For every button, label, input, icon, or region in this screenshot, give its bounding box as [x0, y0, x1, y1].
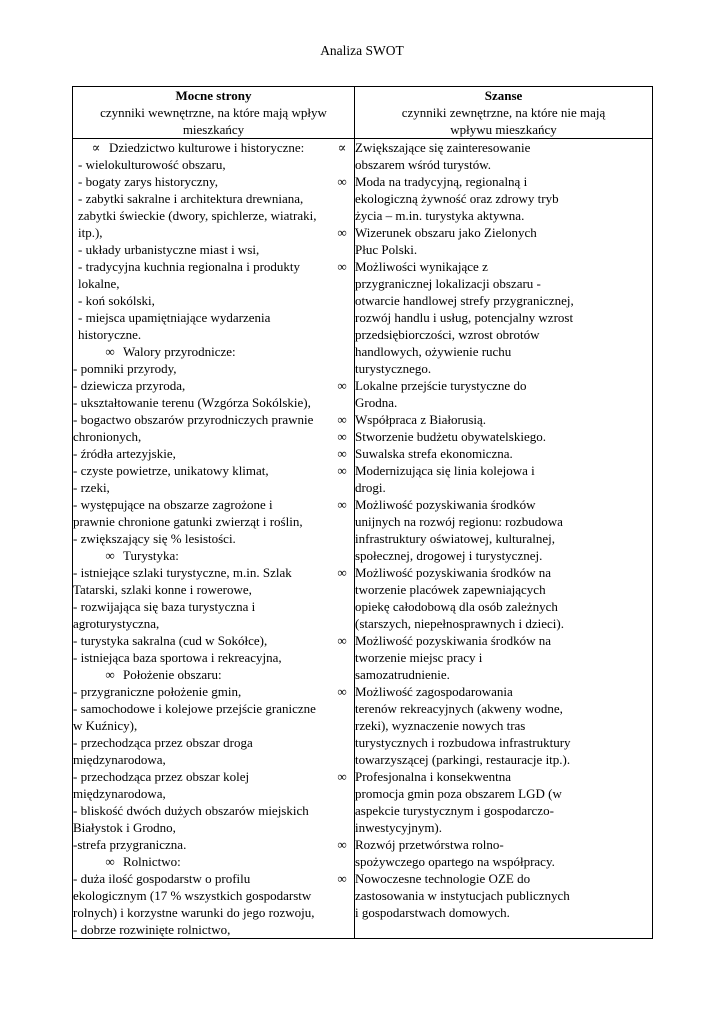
list-item: - dziewicza przyroda,: [73, 378, 186, 393]
bullet-icon: ∞: [337, 463, 347, 478]
opportunities-description: czynniki zewnętrzne, na które nie mają wpływu mieszkańcy: [401, 105, 606, 137]
list-item: międzynarodowa,: [73, 786, 166, 801]
list-item-line: samozatrudnienie.: [355, 667, 450, 682]
opportunities-cell: [337, 139, 653, 939]
list-item: - samochodowe i kolejowe przejście graniczne: [73, 701, 316, 716]
list-item-line: drogi.: [355, 480, 386, 495]
list-item-line: towarzyszącej (parkingi, restauracje itp.).: [355, 752, 571, 767]
list-item: historyczne.: [78, 327, 142, 342]
list-item: - miejsca upamiętniające wydarzenia: [78, 310, 271, 325]
list-item-line: unijnych na rozwój regionu: rozbudowa: [355, 514, 563, 529]
section-header: [73, 853, 354, 870]
list-item: - układy urbanistyczne miast i wsi,: [78, 242, 260, 257]
list-item-line: tworzenie miejsc pracy i: [355, 650, 483, 665]
list-item: -strefa przygraniczna.: [73, 837, 187, 852]
list-item: - rozwijająca się baza turystyczna i: [73, 599, 256, 614]
list-item: - rzeki,: [73, 480, 110, 495]
list-item: [337, 173, 652, 224]
bullet-icon: ∞: [337, 446, 347, 461]
list-item-line: życia – m.in. turystyka aktywna.: [355, 208, 525, 223]
list-item-line: ∞ Profesjonalna i konsekwentna: [355, 768, 652, 785]
list-item: ekologicznym (17 % wszystkich gospodarstw: [73, 888, 312, 903]
bullet-icon: ∞: [337, 684, 347, 699]
bullet-icon: ∞: [105, 548, 115, 563]
list-item-line: ∞ Możliwości wynikające z: [355, 258, 652, 275]
section-header-label: Walory przyrodnicze:: [123, 344, 236, 359]
list-item-line: ∞ Nowoczesne technologie OZE do: [355, 870, 652, 887]
list-item: - czyste powietrze, unikatowy klimat,: [73, 463, 269, 478]
list-item: itp.),: [78, 225, 103, 240]
list-item-line: turystycznych i rozbudowa infrastruktury: [355, 735, 571, 750]
list-item-line: Płuc Polski.: [355, 242, 418, 257]
list-item-line: ∞ Możliwość pozyskiwania środków na: [355, 632, 652, 649]
bullet-icon: ∞: [105, 854, 115, 869]
list-item: - koń sokólski,: [78, 293, 155, 308]
list-item: w Kuźnicy),: [73, 718, 138, 733]
bullet-icon: ∞: [105, 344, 115, 359]
list-item-line: obszarem wśród turystów.: [355, 157, 491, 172]
list-item-line: zastosowania w instytucjach publicznych: [355, 888, 570, 903]
list-item: - występujące na obszarze zagrożone i: [73, 497, 273, 512]
list-item-line: ∞ Możliwość zagospodarowania: [355, 683, 652, 700]
list-item: - bogaty zarys historyczny,: [78, 174, 218, 189]
list-item-line: aspekcie turystycznym i gospodarczo-: [355, 803, 554, 818]
list-item: Tatarski, szlaki konne i rowerowe,: [73, 582, 252, 597]
bullet-icon: ∞: [337, 497, 347, 512]
list-item-line: ∝ Zwiększające się zainteresowanie: [355, 139, 652, 156]
section-header-label: Rolnictwo:: [123, 854, 181, 869]
bullet-icon: ∞: [337, 412, 347, 427]
list-item-line: ∞ Możliwość pozyskiwania środków na: [355, 564, 652, 581]
list-item-line: ∞ Stworzenie budżetu obywatelskiego.: [355, 428, 652, 445]
list-item-line: Grodna.: [355, 395, 398, 410]
opportunities-title: Szanse: [484, 88, 523, 103]
bullet-icon: ∞: [337, 565, 347, 580]
list-item: [337, 139, 652, 173]
section-header: [73, 139, 354, 156]
list-item: Białystok i Grodno,: [73, 820, 176, 835]
list-item: [337, 224, 652, 258]
bullet-icon: ∞: [337, 871, 347, 886]
list-item: - źródła artezyjskie,: [73, 446, 176, 461]
list-item: lokalne,: [78, 276, 120, 291]
section-header: [73, 343, 354, 360]
list-item-line: ∞ Suwalska strefa ekonomiczna.: [355, 445, 652, 462]
list-item: zabytki świeckie (dwory, spichlerze, wiatraki,: [78, 208, 317, 223]
list-item: [337, 496, 652, 564]
list-item: - pomniki przyrody,: [73, 361, 177, 376]
list-item-line: społecznej, drogowej i turystycznej.: [355, 548, 543, 563]
list-item: [337, 683, 652, 768]
list-item: - duża ilość gospodarstw o profilu: [73, 871, 251, 886]
list-item-line: (starszych, niepełnosprawnych i dzieci).: [355, 616, 565, 631]
list-item: - istniejąca baza sportowa i rekreacyjna,: [73, 650, 282, 665]
list-item: - przechodząca przez obszar droga: [73, 735, 253, 750]
list-item: [337, 258, 652, 377]
list-item-line: ∞ Możliwość pozyskiwania środków: [355, 496, 652, 513]
section-header-label: Turystyka:: [123, 548, 179, 563]
list-item: [337, 564, 652, 632]
opportunities-header: [355, 87, 653, 139]
list-item-line: terenów rekreacyjnych (akweny wodne,: [355, 701, 563, 716]
bullet-icon: ∞: [105, 667, 115, 682]
bullet-icon: ∞: [337, 259, 347, 274]
list-item-line: ∞ Modernizująca się linia kolejowa i: [355, 462, 652, 479]
list-item: - przechodząca przez obszar kolej: [73, 769, 250, 784]
table-body-row: [73, 139, 653, 939]
list-item-line: tworzenie placówek zapewniających: [355, 582, 546, 597]
list-item: międzynarodowa,: [73, 752, 166, 767]
section-header: [73, 547, 354, 564]
list-item: [337, 768, 652, 836]
list-item-line: ∞ Współpraca z Białorusią.: [355, 411, 652, 428]
strengths-cell: [73, 139, 355, 939]
list-item-line: promocja gmin poza obszarem LGD (w: [355, 786, 562, 801]
list-item: rolnych) i korzystne warunki do jego rozwoju,: [73, 905, 315, 920]
list-item: [337, 428, 652, 445]
list-item: [337, 836, 652, 870]
bullet-icon: ∞: [337, 378, 347, 393]
list-item: - istniejące szlaki turystyczne, m.in. Szlak: [73, 565, 292, 580]
list-item: agroturystyczna,: [73, 616, 160, 631]
list-item-line: i gospodarstwach domowych.: [355, 905, 510, 920]
list-item-line: otwarcie handlowej strefy przygranicznej,: [355, 293, 574, 308]
list-item: [337, 632, 652, 683]
list-item: - przygraniczne położenie gmin,: [73, 684, 242, 699]
list-item-line: ekologiczną żywność oraz zdrowy tryb: [355, 191, 559, 206]
section-header-label: Położenie obszaru:: [123, 667, 222, 682]
swot-table: [72, 86, 653, 939]
list-item: - wielokulturowość obszaru,: [78, 157, 226, 172]
list-item: - ukształtowanie terenu (Wzgórza Sokólskie),: [73, 395, 311, 410]
list-item: - zwiększający się % lesistości.: [73, 531, 236, 546]
list-item-line: inwestycyjnym).: [355, 820, 443, 835]
list-item-line: przygranicznej lokalizacji obszaru -: [355, 276, 541, 291]
list-item: chronionych,: [73, 429, 142, 444]
bullet-icon: ∞: [337, 429, 347, 444]
list-item: [337, 377, 652, 411]
list-item-line: opiekę całodobową dla osób zależnych: [355, 599, 558, 614]
strengths-header: [73, 87, 355, 139]
bullet-icon: ∞: [337, 769, 347, 784]
list-item: - bliskość dwóch dużych obszarów miejskich: [73, 803, 309, 818]
list-item: - bogactwo obszarów przyrodniczych prawnie: [73, 412, 314, 427]
page-title: Analiza SWOT: [320, 43, 404, 58]
list-item: - dobrze rozwinięte rolnictwo,: [73, 922, 231, 937]
list-item-line: rzeki), wyznaczenie nowych tras: [355, 718, 526, 733]
bullet-icon: ∞: [337, 174, 347, 189]
list-item: [337, 870, 652, 921]
list-item-line: ∞ Rozwój przetwórstwa rolno-: [355, 836, 652, 853]
bullet-icon: ∞: [337, 633, 347, 648]
section-header-label: Dziedzictwo kulturowe i historyczne:: [109, 140, 305, 155]
list-item-line: ∞ Wizerunek obszaru jako Zielonych: [355, 224, 652, 241]
list-item-line: infrastruktury oświatowej, kulturalnej,: [355, 531, 556, 546]
list-item-line: spożywczego opartego na współpracy.: [355, 854, 555, 869]
list-item: - turystyka sakralna (cud w Sokółce),: [73, 633, 268, 648]
list-item: - tradycyjna kuchnia regionalna i produkty: [78, 259, 301, 274]
table-header-row: [73, 87, 653, 139]
list-item: - zabytki sakralne i architektura drewniana,: [78, 191, 304, 206]
list-item: [337, 462, 652, 496]
list-item: [337, 411, 652, 428]
bullet-icon: ∝: [337, 140, 347, 155]
list-item-line: rozwój handlu i usług, potencjalny wzrost: [355, 310, 574, 325]
list-item: prawnie chronione gatunki zwierząt i roślin,: [73, 514, 303, 529]
list-item: [337, 445, 652, 462]
bullet-icon: ∞: [337, 837, 347, 852]
bullet-icon: ∞: [337, 225, 347, 240]
list-item-line: ∞ Lokalne przejście turystyczne do: [355, 377, 652, 394]
list-item-line: handlowych, ożywienie ruchu: [355, 344, 512, 359]
list-item-line: przedsiębiorczości, wzrost obrotów: [355, 327, 540, 342]
list-item-line: ∞ Moda na tradycyjną, regionalną i: [355, 173, 652, 190]
bullet-icon: ∝: [91, 140, 101, 155]
strengths-title: Mocne strony: [175, 88, 252, 103]
list-item-line: turystycznego.: [355, 361, 432, 376]
section-header: [73, 666, 354, 683]
strengths-description: czynniki wewnętrzne, na które mają wpływ mieszkańcy: [100, 105, 327, 137]
